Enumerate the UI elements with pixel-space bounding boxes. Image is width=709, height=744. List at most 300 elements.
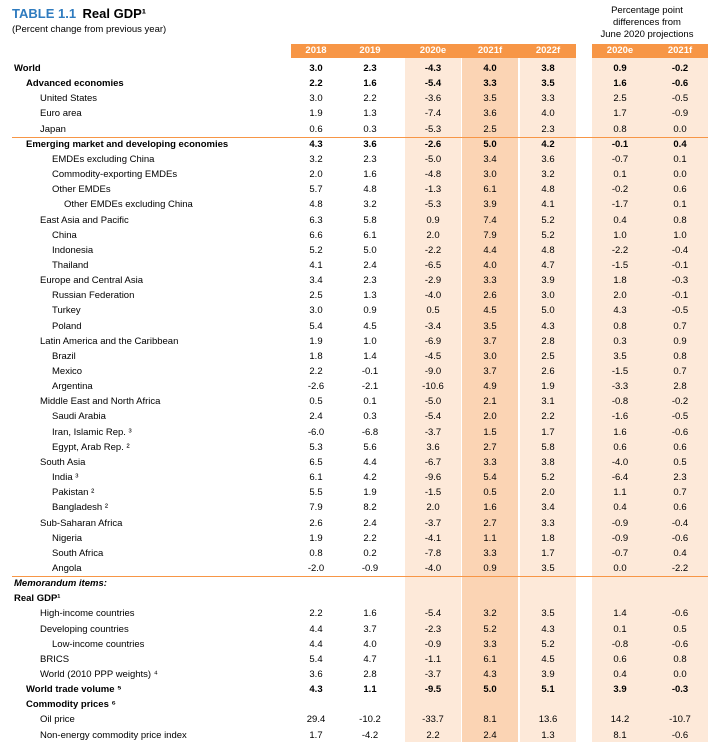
table-row — [0, 349, 709, 364]
cell-value: -10.7 — [669, 714, 691, 726]
cell-value: 5.2 — [483, 623, 497, 635]
row-label: Commodity prices ⁶ — [26, 699, 116, 711]
table-row — [0, 228, 709, 243]
table-row — [0, 258, 709, 273]
cell-value: 4.4 — [309, 638, 323, 650]
cell-value: 6.1 — [309, 472, 323, 484]
cell-value: 3.5 — [541, 562, 555, 574]
cell-value: -0.9 — [361, 562, 379, 574]
cell-value: 3.0 — [541, 290, 555, 302]
cell-value: 0.8 — [673, 214, 687, 226]
cell-value: 4.3 — [483, 669, 497, 680]
cell-value: 5.2 — [541, 214, 555, 226]
cell-value: 2.2 — [426, 729, 440, 741]
table-row — [0, 61, 709, 76]
cell-value: 2.0 — [613, 290, 627, 302]
cell-value: 0.8 — [613, 123, 627, 135]
difference-header-line: differences from — [613, 17, 681, 28]
cell-value: -0.9 — [671, 108, 689, 120]
cell-value: 0.5 — [483, 487, 497, 499]
cell-value: 29.4 — [306, 714, 326, 726]
cell-value: -3.4 — [424, 320, 442, 332]
cell-value: 2.7 — [483, 517, 497, 529]
cell-value: 1.8 — [613, 275, 627, 287]
cell-value: 0.7 — [673, 320, 687, 332]
table-row — [0, 197, 709, 212]
cell-value: 3.0 — [309, 305, 323, 317]
cell-value: 1.6 — [613, 426, 627, 438]
cell-value: -0.7 — [611, 153, 629, 165]
table-row — [0, 303, 709, 318]
cell-value: -7.8 — [424, 547, 442, 559]
cell-value: 4.5 — [483, 305, 497, 317]
row-label: Bangladesh ² — [52, 502, 108, 514]
cell-value: 5.5 — [309, 487, 323, 499]
table-row — [0, 137, 709, 152]
row-label: Sub-Saharan Africa — [40, 517, 123, 529]
cell-value: 0.3 — [363, 123, 377, 135]
cell-value: -0.6 — [671, 608, 689, 620]
column-header: 2021f — [477, 45, 503, 56]
cell-value: 8.1 — [613, 729, 627, 741]
cell-value: 2.4 — [309, 411, 323, 423]
cell-value: 4.5 — [363, 320, 377, 332]
cell-value: -0.4 — [671, 244, 689, 256]
cell-value: 2.8 — [673, 381, 687, 393]
cell-value: 1.9 — [541, 381, 555, 393]
cell-value: 2.5 — [309, 290, 323, 302]
cell-value: 3.7 — [483, 335, 497, 347]
cell-value: 5.4 — [309, 320, 323, 332]
cell-value: 5.7 — [309, 184, 323, 196]
table-row — [0, 637, 709, 652]
cell-value: 0.9 — [363, 305, 377, 317]
row-label: BRICS — [40, 653, 70, 665]
cell-value: 2.2 — [541, 411, 555, 423]
cell-value: 0.1 — [613, 623, 627, 635]
cell-value: 3.0 — [483, 169, 497, 181]
row-label: Memorandum items: — [14, 578, 107, 590]
difference-header-line: Percentage point — [611, 5, 683, 16]
table-title — [12, 5, 146, 23]
cell-value: 6.1 — [363, 229, 377, 241]
cell-value: 4.0 — [541, 108, 555, 120]
cell-value: -5.4 — [424, 608, 442, 620]
cell-value: 4.2 — [541, 138, 555, 150]
cell-value: 3.4 — [541, 502, 555, 514]
cell-value: -0.4 — [671, 517, 689, 529]
cell-value: 2.0 — [483, 411, 497, 423]
row-label: Saudi Arabia — [52, 411, 106, 423]
cell-value: 4.5 — [541, 653, 555, 665]
cell-value: 5.0 — [363, 244, 377, 256]
cell-value: 6.1 — [483, 184, 497, 196]
cell-value: 3.0 — [483, 350, 497, 362]
cell-value: -1.5 — [611, 259, 629, 271]
cell-value: -5.4 — [424, 78, 442, 90]
cell-value: 0.5 — [426, 305, 440, 317]
cell-value: 4.8 — [363, 184, 377, 196]
cell-value: 3.5 — [541, 608, 555, 620]
cell-value: 1.6 — [363, 169, 377, 181]
cell-value: 4.4 — [309, 623, 323, 635]
cell-value: 4.0 — [483, 259, 497, 271]
row-label: Other EMDEs excluding China — [64, 199, 193, 211]
table-row — [0, 728, 709, 743]
cell-value: -2.3 — [424, 623, 442, 635]
table-row — [0, 606, 709, 621]
table-row — [0, 667, 709, 682]
cell-value: 2.2 — [363, 93, 377, 105]
cell-value: 13.6 — [538, 714, 558, 726]
table-row — [0, 243, 709, 258]
cell-value: -0.6 — [671, 729, 689, 741]
cell-value: 0.6 — [673, 502, 687, 514]
cell-value: 0.6 — [673, 441, 687, 453]
column-header: 2022f — [535, 45, 561, 56]
cell-value: 1.5 — [483, 426, 497, 438]
cell-value: 0.3 — [613, 335, 627, 347]
cell-value: 1.6 — [363, 78, 377, 90]
cell-value: -0.2 — [671, 63, 689, 74]
cell-value: 3.6 — [309, 669, 323, 680]
table-row — [0, 394, 709, 409]
row-label: Russian Federation — [52, 290, 135, 302]
cell-value: -0.6 — [671, 78, 689, 90]
cell-value: -0.8 — [611, 638, 629, 650]
cell-value: 1.1 — [613, 487, 627, 499]
row-label: Pakistan ² — [52, 487, 95, 499]
cell-value: -0.1 — [671, 259, 689, 271]
cell-value: 4.3 — [613, 305, 627, 317]
row-label: Argentina — [52, 381, 93, 393]
cell-value: -5.3 — [424, 199, 442, 211]
cell-value: -33.7 — [422, 714, 444, 726]
cell-value: -1.1 — [424, 653, 442, 665]
row-label: Turkey — [52, 305, 81, 317]
cell-value: -3.3 — [611, 381, 629, 393]
table-row — [0, 122, 709, 137]
cell-value: 3.4 — [483, 153, 497, 165]
table-row — [0, 379, 709, 394]
table-row — [0, 182, 709, 197]
cell-value: 1.0 — [613, 229, 627, 241]
cell-value: -0.3 — [671, 275, 689, 287]
cell-value: -5.0 — [424, 396, 442, 408]
cell-value: 0.6 — [613, 653, 627, 665]
cell-value: -0.1 — [611, 138, 629, 150]
cell-value: -9.5 — [424, 684, 442, 696]
cell-value: 2.3 — [363, 63, 377, 74]
row-label: South Asia — [40, 456, 86, 468]
table-row — [0, 440, 709, 455]
column-header: 2020e — [419, 45, 447, 56]
table-row — [0, 213, 709, 228]
cell-value: 1.4 — [613, 608, 627, 620]
table-row — [0, 288, 709, 303]
table-row — [0, 500, 709, 515]
table-title-text: Real GDP¹ — [82, 6, 147, 21]
cell-value: 5.1 — [541, 684, 555, 696]
row-label: Japan — [40, 123, 66, 135]
cell-value: 0.4 — [613, 502, 627, 514]
cell-value: 3.5 — [613, 350, 627, 362]
column-header: 2018 — [305, 45, 327, 56]
cell-value: 3.9 — [613, 684, 627, 696]
cell-value: 2.1 — [483, 396, 497, 408]
row-label: India ³ — [52, 472, 79, 484]
cell-value: 5.4 — [309, 653, 323, 665]
cell-value: -0.2 — [611, 184, 629, 196]
cell-value: 0.0 — [673, 169, 687, 181]
cell-value: 1.7 — [541, 426, 555, 438]
cell-value: -6.4 — [611, 472, 629, 484]
cell-value: -0.5 — [671, 93, 689, 105]
cell-value: 4.3 — [309, 138, 323, 150]
cell-value: 5.8 — [363, 214, 377, 226]
cell-value: -3.6 — [424, 93, 442, 105]
cell-value: 3.3 — [483, 456, 497, 468]
difference-header-line: June 2020 projections — [600, 29, 694, 40]
cell-value: 4.0 — [363, 638, 377, 650]
row-label: Thailand — [52, 259, 89, 271]
cell-value: -0.5 — [671, 305, 689, 317]
cell-value: 4.7 — [541, 259, 555, 271]
row-label: Other EMDEs — [52, 184, 111, 196]
cell-value: 5.8 — [541, 441, 555, 453]
cell-value: 2.3 — [541, 123, 555, 135]
cell-value: -6.8 — [361, 426, 379, 438]
cell-value: 2.5 — [541, 350, 555, 362]
cell-value: -4.8 — [424, 169, 442, 181]
cell-value: 5.4 — [483, 472, 497, 484]
row-label: Latin America and the Caribbean — [40, 335, 179, 347]
cell-value: 2.0 — [309, 169, 323, 181]
table-row — [0, 576, 709, 591]
row-label: Angola — [52, 562, 82, 574]
cell-value: 4.3 — [541, 320, 555, 332]
cell-value: 1.9 — [309, 335, 323, 347]
table-row — [0, 425, 709, 440]
cell-value: 2.8 — [541, 335, 555, 347]
cell-value: 0.0 — [613, 562, 627, 574]
cell-value: 1.1 — [483, 532, 497, 544]
cell-value: 0.2 — [363, 547, 377, 559]
cell-value: -0.6 — [671, 532, 689, 544]
cell-value: -3.7 — [424, 517, 442, 529]
cell-value: -4.3 — [424, 63, 442, 74]
table-row — [0, 531, 709, 546]
row-label: World — [14, 63, 41, 74]
cell-value: -2.6 — [424, 138, 442, 150]
cell-value: 2.7 — [483, 441, 497, 453]
cell-value: -2.0 — [307, 562, 325, 574]
column-header: 2021f — [667, 45, 693, 56]
cell-value: -1.7 — [611, 199, 629, 211]
cell-value: -2.2 — [424, 244, 442, 256]
cell-value: 6.3 — [309, 214, 323, 226]
cell-value: 3.6 — [426, 441, 440, 453]
table-subtitle: (Percent change from previous year) — [12, 24, 167, 35]
cell-value: -3.7 — [424, 426, 442, 438]
cell-value: -0.1 — [361, 366, 379, 377]
cell-value: -4.5 — [424, 350, 442, 362]
cell-value: 0.9 — [483, 562, 497, 574]
cell-value: 2.0 — [541, 487, 555, 499]
cell-value: 1.1 — [363, 684, 377, 696]
cell-value: 4.1 — [541, 199, 555, 211]
cell-value: 2.6 — [541, 366, 555, 377]
cell-value: 8.1 — [483, 714, 497, 726]
table-row — [0, 682, 709, 697]
cell-value: 5.2 — [541, 472, 555, 484]
table-row — [0, 455, 709, 470]
cell-value: 2.2 — [363, 532, 377, 544]
cell-value: 4.9 — [483, 381, 497, 393]
cell-value: -6.0 — [307, 426, 325, 438]
table-row — [0, 622, 709, 637]
row-label: High-income countries — [40, 608, 135, 620]
cell-value: 1.7 — [541, 547, 555, 559]
table-row — [0, 152, 709, 167]
cell-value: -0.6 — [671, 638, 689, 650]
cell-value: 3.8 — [541, 63, 555, 74]
row-label: Emerging market and developing economies — [26, 138, 229, 150]
cell-value: 0.7 — [673, 366, 687, 377]
row-label: South Africa — [52, 547, 104, 559]
difference-header — [588, 5, 706, 41]
cell-value: 7.9 — [483, 229, 497, 241]
cell-value: 5.0 — [483, 138, 497, 150]
cell-value: 3.8 — [541, 456, 555, 468]
cell-value: -3.7 — [424, 669, 442, 680]
cell-value: 0.0 — [673, 123, 687, 135]
row-separator — [12, 576, 708, 577]
cell-value: 4.7 — [363, 653, 377, 665]
cell-value: 14.2 — [610, 714, 630, 726]
cell-value: 1.9 — [363, 487, 377, 499]
cell-value: 3.9 — [483, 199, 497, 211]
cell-value: 4.4 — [483, 244, 497, 256]
cell-value: -0.8 — [611, 396, 629, 408]
cell-value: 7.9 — [309, 502, 323, 514]
table-row — [0, 334, 709, 349]
cell-value: 0.8 — [309, 547, 323, 559]
row-label: Low-income countries — [52, 638, 145, 650]
row-label: World (2010 PPP weights) ⁴ — [40, 669, 158, 680]
table-row — [0, 106, 709, 121]
row-label: Brazil — [52, 350, 76, 362]
cell-value: 2.6 — [483, 290, 497, 302]
cell-value: 0.9 — [673, 335, 687, 347]
cell-value: 6.1 — [483, 653, 497, 665]
cell-value: 1.8 — [541, 532, 555, 544]
cell-value: 3.6 — [541, 153, 555, 165]
cell-value: 2.8 — [363, 669, 377, 680]
cell-value: 5.2 — [309, 244, 323, 256]
table-row — [0, 697, 709, 712]
row-label: Real GDP¹ — [14, 593, 61, 605]
cell-value: -1.5 — [611, 366, 629, 377]
cell-value: 2.0 — [426, 502, 440, 514]
cell-value: 2.6 — [309, 517, 323, 529]
cell-value: 1.3 — [541, 729, 555, 741]
cell-value: -0.9 — [424, 638, 442, 650]
table-row — [0, 409, 709, 424]
table-row — [0, 591, 709, 606]
cell-value: 0.5 — [309, 396, 323, 408]
cell-value: -6.5 — [424, 259, 442, 271]
table-label: TABLE 1.1 — [12, 6, 77, 21]
column-header: 2020e — [606, 45, 634, 56]
cell-value: 3.5 — [483, 320, 497, 332]
table-row — [0, 319, 709, 334]
cell-value: 0.5 — [673, 623, 687, 635]
row-label: Oil price — [40, 714, 75, 726]
cell-value: -4.0 — [611, 456, 629, 468]
cell-value: 3.2 — [483, 608, 497, 620]
cell-value: 3.2 — [363, 199, 377, 211]
cell-value: 3.2 — [541, 169, 555, 181]
cell-value: -0.3 — [671, 684, 689, 696]
row-label: Indonesia — [52, 244, 94, 256]
cell-value: 2.3 — [363, 153, 377, 165]
cell-value: 3.5 — [483, 93, 497, 105]
table-row — [0, 485, 709, 500]
row-label: United States — [40, 93, 98, 105]
row-label: Iran, Islamic Rep. ³ — [52, 426, 132, 438]
cell-value: 3.1 — [541, 396, 555, 408]
cell-value: 3.0 — [309, 63, 323, 74]
cell-value: 0.7 — [673, 487, 687, 499]
cell-value: 3.9 — [541, 275, 555, 287]
cell-value: -2.6 — [307, 381, 325, 393]
cell-value: 1.7 — [309, 729, 323, 741]
row-label: Middle East and North Africa — [40, 396, 161, 408]
cell-value: -2.1 — [361, 381, 379, 393]
cell-value: 1.6 — [613, 78, 627, 90]
cell-value: -10.2 — [359, 714, 381, 726]
cell-value: 0.6 — [309, 123, 323, 135]
cell-value: 5.0 — [541, 305, 555, 317]
row-label: Advanced economies — [26, 78, 124, 90]
cell-value: -10.6 — [422, 381, 444, 393]
cell-value: 3.4 — [309, 275, 323, 287]
cell-value: 2.5 — [483, 123, 497, 135]
cell-value: -5.0 — [424, 153, 442, 165]
cell-value: 2.4 — [363, 259, 377, 271]
cell-value: 1.6 — [483, 502, 497, 514]
table-row — [0, 273, 709, 288]
cell-value: 2.0 — [426, 229, 440, 241]
cell-value: 1.0 — [363, 335, 377, 347]
cell-value: 3.3 — [483, 78, 497, 90]
table-row — [0, 167, 709, 182]
row-label: East Asia and Pacific — [40, 214, 129, 226]
cell-value: 3.2 — [309, 153, 323, 165]
row-separator — [12, 137, 708, 138]
table-row — [0, 561, 709, 576]
cell-value: 3.3 — [541, 517, 555, 529]
cell-value: 2.2 — [309, 608, 323, 620]
cell-value: -1.5 — [424, 487, 442, 499]
cell-value: -6.7 — [424, 456, 442, 468]
cell-value: 0.6 — [673, 184, 687, 196]
cell-value: 4.3 — [309, 684, 323, 696]
cell-value: -2.2 — [611, 244, 629, 256]
cell-value: -4.1 — [424, 532, 442, 544]
cell-value: 3.3 — [483, 638, 497, 650]
